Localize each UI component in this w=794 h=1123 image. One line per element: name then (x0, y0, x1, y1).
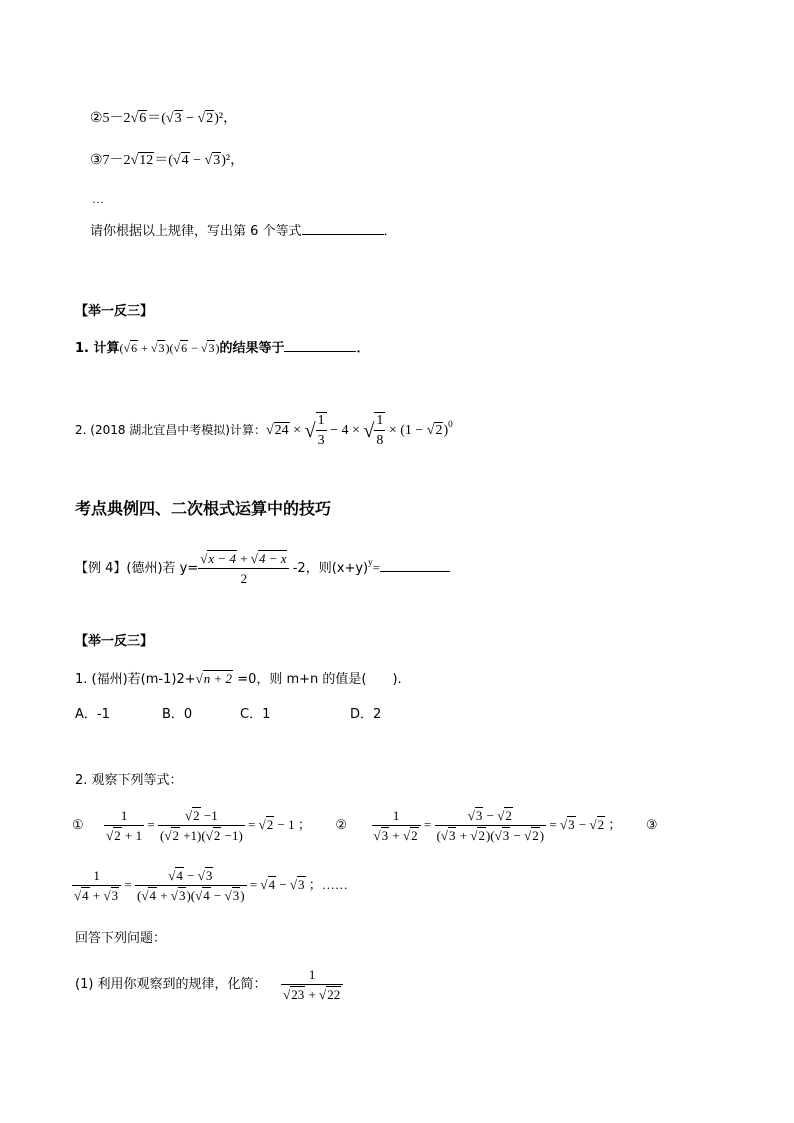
sqrt-n2: √n + 2 (195, 671, 233, 686)
eq3-end: )²， (221, 153, 245, 168)
eq3-mid: ＝( (154, 153, 173, 168)
ex4-blank[interactable] (380, 557, 450, 572)
option-d[interactable]: D．2 (350, 707, 382, 722)
ex4-suffix: -2，则(x+y) (292, 561, 369, 576)
q2-equations-line-2: $\frac{1}{√4 + √3}$ = $\frac{√4 - √3}{(√4 + √3)(√4 - √3)}$ = √4 − √3 ；…… (74, 867, 348, 903)
answer-blank[interactable] (302, 220, 384, 235)
sqrt-6: √6 (130, 111, 147, 126)
sqrt-4: √4 (172, 153, 189, 168)
practice-header-2: 【举一反三】 (75, 634, 154, 649)
p1-label: 1. 计算 (75, 341, 120, 356)
circle-1: ① (72, 817, 84, 832)
eq2-end: )²， (214, 111, 238, 126)
sqrt-3b: √3 (204, 153, 221, 168)
p1-suffix: 的结果等于 (219, 341, 285, 356)
eq3-prefix: ③7－2 (90, 153, 131, 168)
p1-expression: (√6 + √3)(√6 − √3) (119, 341, 220, 355)
sub1-label: (1) 利用你观察到的规律，化简： (75, 977, 267, 992)
p1-blank[interactable] (284, 337, 356, 352)
section-title: 考点典例四、二次根式运算中的技巧 (75, 499, 332, 518)
eq2-mid: ＝( (147, 111, 166, 126)
practice-header-1: 【举一反三】 (75, 304, 154, 319)
circle-2: ② (335, 817, 348, 832)
ex4-fraction: $\frac{√x - 4 + √4 - x}{2}$ (198, 551, 289, 588)
question-text: 请你根据以上规律，写出第 6 个等式 (90, 224, 302, 239)
eq2-prefix: ②5－2 (90, 111, 131, 126)
ex4-label: 【例 4】(德州)若 y= (75, 561, 199, 576)
sqrt-2: √2 (197, 111, 214, 126)
sqrt-12: √12 (130, 153, 154, 168)
option-a[interactable]: A．-1 (75, 707, 110, 722)
example-4: 【例 4】(德州)若 y= $\frac{√x - 4 + √4 - x}{2}$ -2，则$(x+y)^y=$ (75, 540, 450, 584)
equation-2: ②5－2√6＝(√3 − √2)²， (90, 111, 238, 126)
ellipsis: … (92, 192, 104, 206)
sub-question-1: (1) 利用你观察到的规律，化简： $\frac{1}{√23 + √22}$ (75, 962, 343, 1006)
q1-prefix: 1. (福州)若(m-1)2+ (75, 672, 196, 687)
question-line: 请你根据以上规律，写出第 6 个等式 ． (90, 220, 397, 241)
option-c[interactable]: C．1 (240, 707, 271, 722)
dots: …… (321, 877, 348, 892)
practice-1: 1. 计算(√6 + √3)(√6 − √3)的结果等于 ． (75, 337, 369, 358)
q2-equations-line-1: ① $\frac{1}{√2 + 1}$ = $\frac{√2 -1}{(√2 +1)(√2 -1)}$ = √2 − 1 ； ② $\frac{1}{√3 + √2}$ = $\frac{√3 - √2}{(√3 + √2)(√3 - √2)}$ = √3 − √2 ； ③ (72, 807, 658, 843)
question-2-title: 2. 观察下列等式： (75, 773, 183, 788)
equation-3: ③7－2√12＝(√4 − √3)²， (90, 153, 245, 168)
option-b[interactable]: B．0 (162, 707, 193, 722)
question-1 (75, 670, 402, 689)
answer-prompt: 回答下列问题： (75, 931, 167, 946)
p2-expression: √24 × √ $\frac{1}{3}$ − 4 × √ $\frac{1}{8}$ × $(1 - √2)^0$ (265, 412, 453, 448)
sqrt-3: √3 (165, 111, 182, 126)
p2-label: 2. (2018 湖北宜昌中考模拟)计算： (75, 423, 266, 437)
q1-suffix: =0，则 m+n 的值是( ). (237, 672, 402, 687)
practice-2 (75, 404, 453, 448)
circle-3: ③ (645, 817, 658, 832)
